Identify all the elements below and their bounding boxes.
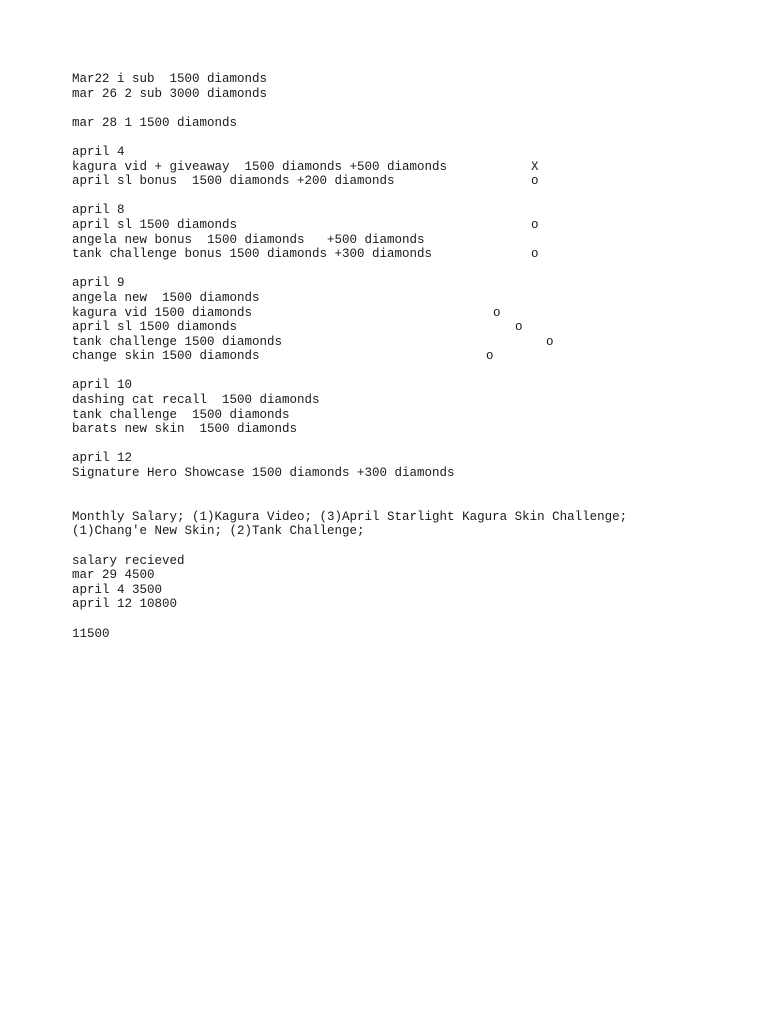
line-text: mar 29 4500 [72,568,155,583]
line-text: mar 28 1 1500 diamonds [72,115,238,130]
text-line [72,451,732,466]
text-line [72,203,732,218]
text-line [72,160,732,175]
line-text: angela new 1500 diamonds [72,290,260,305]
text-line [72,568,732,583]
text-line [72,291,732,306]
blank-line [72,189,732,204]
document-body [72,72,732,641]
line-text: april sl 1500 diamonds [72,320,238,335]
line-text: tank challenge bonus 1500 diamonds +300 diamonds [72,247,433,262]
line-text: change skin 1500 diamonds [72,349,260,364]
line-text: april 4 [72,144,125,159]
status-mark: o [515,320,523,335]
blank-line [72,612,732,627]
status-mark: o [546,334,554,349]
status-mark: o [493,305,501,320]
text-line [72,87,732,102]
line-text: dashing cat recall 1500 diamonds [72,393,320,408]
line-text: mar 26 2 sub 3000 diamonds [72,86,268,101]
text-line [72,218,732,233]
line-text: april 12 10800 [72,597,178,612]
status-mark: o [531,217,539,232]
line-text: tank challenge 1500 diamonds [72,407,290,422]
status-mark: o [531,174,539,189]
text-line [72,233,732,248]
text-line [72,247,732,262]
status-mark: X [531,159,539,174]
blank-line [72,481,732,496]
text-line [72,393,732,408]
text-line [72,466,732,481]
line-text: 11500 [72,626,110,641]
text-line [72,72,732,87]
line-text: april 12 [72,451,133,466]
blank-line [72,539,732,554]
line-text: april sl 1500 diamonds [72,217,238,232]
blank-line [72,101,732,116]
text-line [72,378,732,393]
text-line [72,276,732,291]
line-text: tank challenge 1500 diamonds [72,334,283,349]
line-text: kagura vid + giveaway 1500 diamonds +500 diamonds [72,159,448,174]
status-mark: o [531,247,539,262]
text-line [72,349,732,364]
text-line [72,627,732,642]
line-text: Signature Hero Showcase 1500 diamonds +300 diamonds [72,466,455,481]
text-line [72,524,732,539]
blank-line [72,130,732,145]
line-text: salary recieved [72,553,185,568]
line-text: april sl bonus 1500 diamonds +200 diamonds [72,174,395,189]
text-line [72,510,732,525]
blank-line [72,364,732,379]
blank-line [72,437,732,452]
text-line [72,597,732,612]
text-line [72,174,732,189]
line-text: april 8 [72,203,125,218]
text-line [72,554,732,569]
text-line [72,422,732,437]
line-text: (1)Chang'e New Skin; (2)Tank Challenge; [72,524,365,539]
line-text: Mar22 i sub 1500 diamonds [72,72,268,86]
line-text: Monthly Salary; (1)Kagura Video; (3)April Starlight Kagura Skin Challenge; [72,509,628,524]
text-line [72,306,732,321]
line-text: angela new bonus 1500 diamonds +500 diamonds [72,232,425,247]
text-line [72,408,732,423]
blank-line [72,262,732,277]
text-line [72,116,732,131]
blank-line [72,495,732,510]
line-text: april 9 [72,276,125,291]
text-line [72,145,732,160]
text-line [72,583,732,598]
status-mark: o [486,349,494,364]
text-line [72,335,732,350]
text-line [72,320,732,335]
line-text: april 10 [72,378,133,393]
line-text: kagura vid 1500 diamonds [72,305,253,320]
line-text: barats new skin 1500 diamonds [72,422,298,437]
line-text: april 4 3500 [72,582,163,597]
